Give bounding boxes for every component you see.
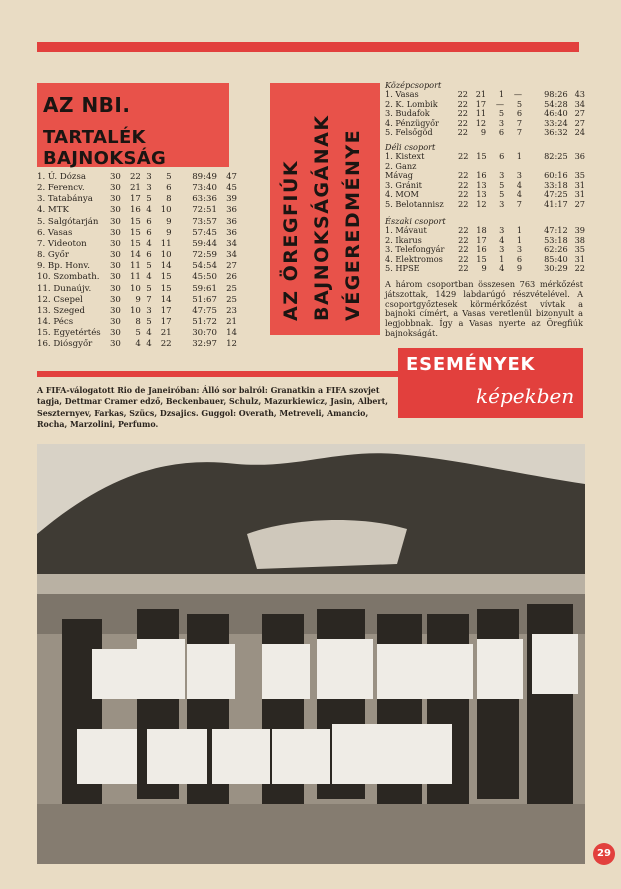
stat-cell: 3 <box>499 198 505 209</box>
stat-cell: 30 <box>109 227 121 238</box>
team-name: 3. Gránit <box>385 179 422 190</box>
stat-cell: 46:40 <box>544 108 568 119</box>
stat-cell: 30 <box>109 216 121 227</box>
stat-cell: 5 <box>498 108 505 119</box>
stat-cell: 22 <box>458 253 469 264</box>
stat-cell: 22 <box>574 263 585 274</box>
stat-cell: 45:50 <box>192 272 217 283</box>
stat-cell: 43 <box>574 89 585 99</box>
stat-cell: 5 <box>516 98 523 109</box>
table-row <box>385 200 585 210</box>
stat-cell: 16 <box>129 205 141 216</box>
stat-cell: 30 <box>109 272 121 283</box>
group-title: Déli csoport <box>385 142 436 152</box>
stat-cell: 25 <box>226 294 237 305</box>
stat-cell: 3 <box>146 183 152 194</box>
table-row <box>37 339 237 350</box>
stat-cell: 22 <box>458 179 469 190</box>
team-name: 12. Csepel <box>37 294 83 305</box>
stat-cell: 17 <box>160 317 172 328</box>
stat-cell: 32:97 <box>192 339 217 350</box>
stat-cell: 30 <box>109 317 121 328</box>
stat-cell: 53:18 <box>544 234 568 245</box>
team-photo <box>37 444 585 864</box>
stat-cell: — <box>495 98 505 109</box>
table-row <box>37 261 237 272</box>
stat-cell: 6 <box>516 253 523 264</box>
stat-cell: 45 <box>226 183 237 194</box>
events-title: ESEMÉNYEK <box>406 354 536 375</box>
stat-cell: 72:59 <box>192 250 217 261</box>
stat-cell: 3 <box>499 170 505 181</box>
stat-cell: 9 <box>516 263 523 274</box>
table-row <box>385 128 585 138</box>
stat-cell: 5 <box>135 328 141 339</box>
table-row <box>37 194 237 205</box>
stat-cell: 3 <box>499 244 505 255</box>
stat-cell: 9 <box>166 227 172 238</box>
stat-cell: 27 <box>226 261 237 272</box>
stat-cell: 21 <box>160 328 172 339</box>
stat-cell: 31 <box>574 253 585 264</box>
group-title: Középcsoport <box>385 80 442 90</box>
table-row <box>37 183 237 194</box>
team-name: 11. Dunaújv. <box>37 283 92 294</box>
team-name: 5. Felsőgöd <box>385 127 433 138</box>
stat-cell: 15 <box>160 272 172 283</box>
stat-cell: 4 <box>516 179 523 190</box>
stat-cell: 9 <box>480 127 487 138</box>
stat-cell: 13 <box>476 179 487 190</box>
stat-cell: 17 <box>475 98 487 109</box>
stat-cell: 15 <box>160 283 172 294</box>
stat-cell: 3 <box>146 305 152 316</box>
stat-cell: 5 <box>499 179 505 190</box>
stat-cell: 22 <box>457 117 468 128</box>
stat-cell: 3 <box>516 170 523 181</box>
stat-cell: 30 <box>109 261 121 272</box>
stat-cell: 14 <box>160 294 172 305</box>
table-row <box>37 328 237 339</box>
team-name: 5. Belotannisz <box>385 198 444 209</box>
team-name: 8. Győr <box>37 250 69 261</box>
oldboys-title-box <box>270 83 380 335</box>
stat-cell: 23 <box>226 305 237 316</box>
table-row <box>37 295 237 306</box>
nbi-standings-table <box>37 172 237 351</box>
nbi-title-line1: AZ NBI. <box>43 93 131 117</box>
team-name: 16. Diósgyőr <box>37 339 93 350</box>
stat-cell: 39 <box>574 225 585 235</box>
stat-cell: 36:32 <box>544 127 568 138</box>
stat-cell: 47:12 <box>544 225 568 235</box>
stat-cell: 16 <box>476 244 487 255</box>
stat-cell: 15 <box>129 238 141 249</box>
stat-cell: 30 <box>109 183 121 194</box>
stat-cell: 30 <box>109 250 121 261</box>
stat-cell: 30 <box>109 328 121 339</box>
team-name: 2. Ganz <box>385 160 417 171</box>
stat-cell: 3 <box>146 172 152 182</box>
table-row <box>37 250 237 261</box>
stat-cell: 25 <box>226 283 237 294</box>
stat-cell: 30:29 <box>544 263 568 274</box>
stat-cell: 30 <box>109 205 121 216</box>
stat-cell: 36 <box>226 216 237 227</box>
team-name: 9. Bp. Honv. <box>37 261 90 272</box>
stat-cell: 10 <box>129 305 141 316</box>
table-row <box>385 264 585 274</box>
team-name: 1. Kistext <box>385 151 425 161</box>
stat-cell: 82:25 <box>544 151 568 161</box>
stat-cell: 5 <box>146 261 152 272</box>
table-row <box>37 228 237 239</box>
nbi-header <box>37 83 229 167</box>
stat-cell: 24 <box>574 127 585 138</box>
stat-cell: 13 <box>476 189 487 200</box>
stat-cell: 31 <box>574 179 585 190</box>
team-name: Mávag <box>385 170 414 181</box>
stat-cell: 4 <box>146 272 152 283</box>
stat-cell: 17 <box>129 194 141 205</box>
events-header <box>398 348 583 418</box>
stat-cell: 10 <box>160 250 172 261</box>
stat-cell: 9 <box>166 216 172 227</box>
stat-cell: 85:40 <box>544 253 568 264</box>
stat-cell: 6 <box>499 151 505 161</box>
stat-cell: 4 <box>499 263 505 274</box>
stat-cell: 21 <box>226 317 237 328</box>
stat-cell: 1 <box>499 253 505 264</box>
stat-cell: 73:57 <box>192 216 217 227</box>
stat-cell: 4 <box>146 238 152 249</box>
stat-cell: 33:18 <box>544 179 568 190</box>
stat-cell: 11 <box>129 261 141 272</box>
stat-cell: 35 <box>574 170 585 181</box>
stat-cell: 51:72 <box>192 317 217 328</box>
oldboys-title-line1: AZ ÖREGFIÚK <box>280 159 302 321</box>
oldboys-title-line2: BAJNOKSÁGÁNAK <box>311 114 333 321</box>
stat-cell: 11 <box>129 272 141 283</box>
stat-cell: — <box>513 89 523 99</box>
stat-cell: 36 <box>574 151 585 161</box>
stat-cell: 47:25 <box>544 189 568 200</box>
stat-cell: 22 <box>457 89 468 99</box>
stat-cell: 54:54 <box>192 261 217 272</box>
stat-cell: 1 <box>516 234 523 245</box>
team-name: 3. Telefongyár <box>385 244 445 255</box>
stat-cell: 6 <box>498 127 505 138</box>
stat-cell: 17 <box>476 234 487 245</box>
team-name: 2. Ikarus <box>385 234 422 245</box>
stat-cell: 27 <box>574 108 585 119</box>
stat-cell: 34 <box>226 238 237 249</box>
team-name: 3. Tatabánya <box>37 194 93 205</box>
stat-cell: 34 <box>226 250 237 261</box>
nbi-title-line2: TARTALÉK BAJNOKSÁG <box>43 127 167 169</box>
group-table <box>385 90 585 138</box>
stat-cell: 15 <box>129 216 141 227</box>
stat-cell: 9 <box>135 294 141 305</box>
stat-cell: 22 <box>458 234 469 245</box>
stat-cell: 5 <box>146 317 152 328</box>
stat-cell: 27 <box>574 117 585 128</box>
stat-cell: 14 <box>129 250 141 261</box>
stat-cell: 7 <box>146 294 152 305</box>
stat-cell: 11 <box>475 108 487 119</box>
team-name: 2. Ferencv. <box>37 183 85 194</box>
stat-cell: 12 <box>226 339 237 350</box>
stat-cell: 9 <box>481 263 487 274</box>
stat-cell: 1 <box>498 89 505 99</box>
team-name: 2. K. Lombik <box>385 98 438 109</box>
stat-cell: 1 <box>516 225 523 235</box>
table-row <box>37 284 237 295</box>
team-name: 5. Salgótarján <box>37 216 99 227</box>
stat-cell: 22 <box>458 263 469 274</box>
stat-cell: 22 <box>457 108 468 119</box>
stat-cell: 3 <box>498 117 505 128</box>
stat-cell: 5 <box>166 172 172 182</box>
stat-cell: 30 <box>109 172 121 182</box>
stat-cell: 54:28 <box>544 98 568 109</box>
stat-cell: 12 <box>476 198 487 209</box>
stat-cell: 47 <box>226 172 237 182</box>
stat-cell: 4 <box>499 234 505 245</box>
stat-cell: 6 <box>146 227 152 238</box>
stat-cell: 51:67 <box>192 294 217 305</box>
table-row <box>37 272 237 283</box>
stat-cell: 12 <box>475 117 487 128</box>
stat-cell: 14 <box>160 261 172 272</box>
stat-cell: 22 <box>129 172 141 182</box>
stat-cell: 63:36 <box>192 194 217 205</box>
team-name: 4. Pénzügyőr <box>385 117 439 128</box>
stat-cell: 22 <box>160 339 172 350</box>
team-name: 1. Ú. Dózsa <box>37 172 86 182</box>
stat-cell: 6 <box>146 216 152 227</box>
stat-cell: 62:26 <box>544 244 568 255</box>
stat-cell: 22 <box>458 225 469 235</box>
stat-cell: 72:51 <box>192 205 217 216</box>
stat-cell: 14 <box>226 328 237 339</box>
table-row <box>37 317 237 328</box>
stat-cell: 22 <box>458 170 469 181</box>
team-name: 6. Vasas <box>37 227 73 238</box>
table-row <box>37 239 237 250</box>
group-table <box>385 152 585 210</box>
stat-cell: 15 <box>129 227 141 238</box>
team-photo-illustration <box>37 444 585 864</box>
team-name: 7. Videoton <box>37 238 87 249</box>
stat-cell: 38 <box>574 234 585 245</box>
team-name: 10. Szombath. <box>37 272 100 283</box>
stat-cell: 3 <box>499 225 505 235</box>
stat-cell: 36 <box>226 227 237 238</box>
stat-cell: 5 <box>146 283 152 294</box>
stat-cell: 22 <box>458 189 469 200</box>
stat-cell: 30 <box>109 283 121 294</box>
stat-cell: 21 <box>475 89 487 99</box>
stat-cell: 6 <box>166 183 172 194</box>
stat-cell: 60:16 <box>544 170 568 181</box>
stat-cell: 33:24 <box>544 117 568 128</box>
stat-cell: 7 <box>516 127 523 138</box>
team-name: 1. Vasas <box>385 89 419 99</box>
team-name: 5. HPSE <box>385 263 420 274</box>
team-name: 13. Szeged <box>37 305 85 316</box>
stat-cell: 39 <box>226 194 237 205</box>
stat-cell: 59:44 <box>192 238 217 249</box>
stat-cell: 4 <box>146 205 152 216</box>
stat-cell: 7 <box>516 117 523 128</box>
stat-cell: 7 <box>516 198 523 209</box>
stat-cell: 8 <box>135 317 141 328</box>
stat-cell: 27 <box>574 198 585 209</box>
stat-cell: 17 <box>160 305 172 316</box>
stat-cell: 31 <box>574 189 585 200</box>
table-row <box>37 217 237 228</box>
stat-cell: 18 <box>476 225 487 235</box>
stat-cell: 22 <box>458 151 469 161</box>
table-row <box>37 306 237 317</box>
stat-cell: 30 <box>109 294 121 305</box>
team-name: 14. Pécs <box>37 317 74 328</box>
middle-rule <box>37 371 398 377</box>
stat-cell: 98:26 <box>544 89 568 99</box>
stat-cell: 4 <box>135 339 141 350</box>
stat-cell: 16 <box>476 170 487 181</box>
stat-cell: 35 <box>574 244 585 255</box>
stat-cell: 59:61 <box>192 283 217 294</box>
page-number: 29 <box>593 843 615 865</box>
stat-cell: 6 <box>146 250 152 261</box>
stat-cell: 8 <box>166 194 172 205</box>
stat-cell: 36 <box>226 205 237 216</box>
stat-cell: 26 <box>226 272 237 283</box>
group-title: Északi csoport <box>385 216 446 226</box>
table-row <box>37 205 237 216</box>
stat-cell: 5 <box>499 189 505 200</box>
stat-cell: 4 <box>146 339 152 350</box>
summary-text: A három csoportban összesen 763 mérkőzést játszottak, 1429 labdarúgó részvételével. A csoportgyőztesek körmérkőzést vívtak a bajnoki címért, a Vasas veretlenül bizonyult a legjobbnak. Így a Vasas nyerte az Öregfiúk bajnokságát. <box>385 279 583 338</box>
stat-cell: 22 <box>457 127 468 138</box>
table-row <box>37 172 237 183</box>
stat-cell: 6 <box>516 108 523 119</box>
stat-cell: 47:75 <box>192 305 217 316</box>
stat-cell: 10 <box>160 205 172 216</box>
stat-cell: 15 <box>476 253 487 264</box>
top-rule <box>37 42 579 52</box>
team-name: 3. Budafok <box>385 108 430 119</box>
stat-cell: 4 <box>146 328 152 339</box>
stat-cell: 11 <box>160 238 172 249</box>
stat-cell: 30 <box>109 305 121 316</box>
stat-cell: 89:49 <box>192 172 217 182</box>
photo-caption: A FIFA-válogatott Rio de Janeiróban: Álló sor balról: Granatkin a FIFA szovjet tagja, Dettmar Cramer edző, Beckenbauer, Schulz, Mazurkiewicz, Jasin, Albert, Seszternyev, Farkas, Szücs, Dzsajics. Guggol: Overath, Metreveli, Amancio, Rocha, Marzolini, Perfumo. <box>37 386 388 430</box>
stat-cell: 22 <box>457 98 468 109</box>
stat-cell: 22 <box>458 244 469 255</box>
stat-cell: 5 <box>146 194 152 205</box>
team-name: 4. MOM <box>385 189 419 200</box>
stat-cell: 3 <box>516 244 523 255</box>
team-name: 4. Elektromos <box>385 253 443 264</box>
stat-cell: 30 <box>109 238 121 249</box>
oldboys-title-line3: VÉGEREDMÉNYE <box>342 128 364 321</box>
group-table <box>385 226 585 274</box>
stat-cell: 1 <box>516 151 523 161</box>
stat-cell: 41:17 <box>544 198 568 209</box>
team-name: 15. Egyetértés <box>37 328 101 339</box>
team-name: 1. Mávaut <box>385 225 427 235</box>
stat-cell: 57:45 <box>192 227 217 238</box>
events-subtitle: képekben <box>476 384 575 408</box>
stat-cell: 21 <box>129 183 141 194</box>
team-name: 4. MTK <box>37 205 69 216</box>
stat-cell: 4 <box>516 189 523 200</box>
stat-cell: 73:40 <box>192 183 217 194</box>
stat-cell: 15 <box>476 151 487 161</box>
stat-cell: 30 <box>109 194 121 205</box>
stat-cell: 22 <box>458 198 469 209</box>
stat-cell: 30:70 <box>192 328 217 339</box>
stat-cell: 34 <box>574 98 585 109</box>
stat-cell: 30 <box>109 339 121 350</box>
stat-cell: 10 <box>129 283 141 294</box>
